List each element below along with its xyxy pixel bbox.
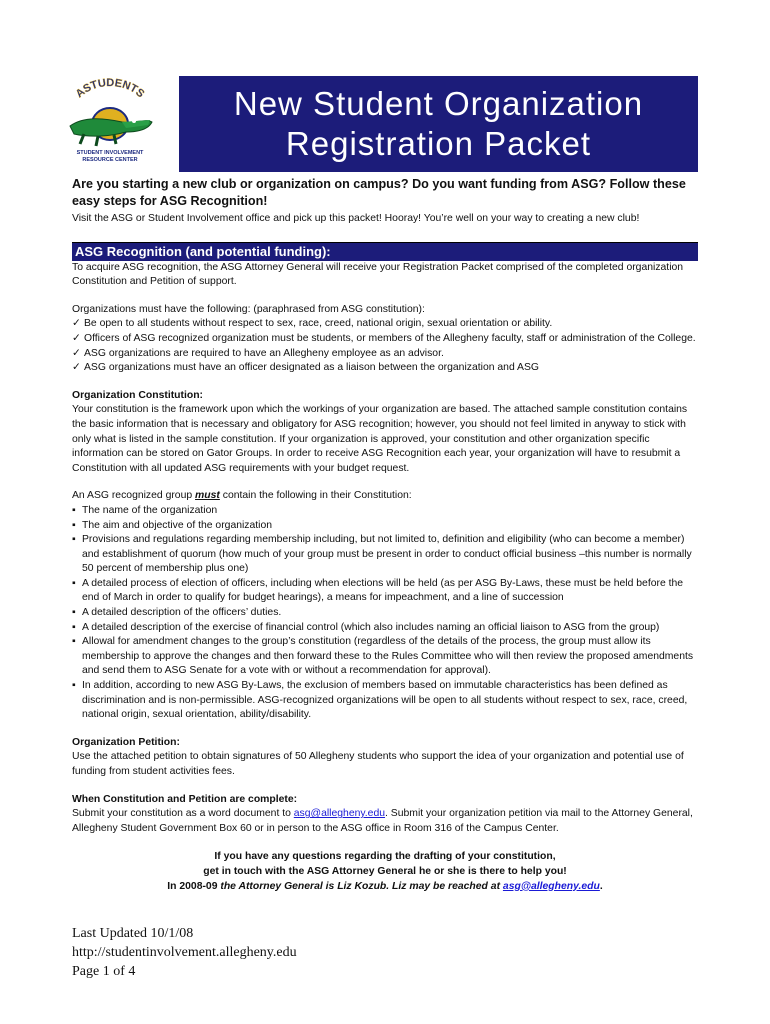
contact-line-1: If you have any questions regarding the drafting of your constitution, [214,851,556,863]
intro-visit-text: Visit the ASG or Student Involvement office and pick up this packet! Hooray! You’re well on your way to creating a new club! [72,213,640,224]
student-involvement-logo [64,78,156,166]
checklist-item: ✓ Be open to all students without respect to sex, race, creed, national origin, sexual orientation or ability. [72,317,698,332]
asg-email-link[interactable]: asg@allegheny.edu [293,808,386,820]
constitution-lead: An ASG recognized group must contain the following in their Constitution: [72,490,412,502]
list-item: ▪ Provisions and regulations regarding membership including, but not limited to, definition and eligibility (who can become a member) and establishment of quorum (how much of your group must be present in order to conduct official business –this number is normally 50 percent of membership plus one) [72,533,698,577]
intro-question: Are you starting a new club or organization on campus? Do you want funding from ASG? Follow these easy steps for ASG Recognition! [72,177,686,208]
complete-paragraph: Submit your constitution as a word document to asg@allegheny.edu. Submit your organization petition via mail to the Attorney General, Allegheny Student Government Box 60 or in person to the ASG office in Room 316 of the Campus Center. [72,808,693,834]
title-line-1: New Student Organization [233,85,644,122]
asg-recognition-heading: ASG Recognition (and potential funding): [72,242,698,261]
checklist-item: ✓ ASG organizations are required to have an Allegheny employee as an advisor. [72,347,698,362]
svg-text:RESOURCE CENTER: RESOURCE CENTER [82,157,138,163]
attorney-email-link[interactable]: asg@allegheny.edu [502,880,600,892]
title-banner [179,76,698,172]
contact-line-3: In 2008-09 the Attorney General is Liz Kozub. Liz may be reached at asg@allegheny.edu. [167,880,603,892]
checklist-item: ✓ Officers of ASG recognized organization must be students, or members of the Allegheny faculty, staff or administration of the College. [72,332,698,347]
list-item: ▪ The name of the organization [72,504,698,519]
list-item: ▪ A detailed description of the exercise of financial control (which also includes naming an official liaison to ASG from the group) [72,621,698,636]
recognition-paragraph: To acquire ASG recognition, the ASG Attorney General will receive your Registration Packet comprised of the completed organization Constitution and Petition of support. [72,261,684,288]
constitution-heading: Organization Constitution: [72,389,204,401]
page-footer [72,924,297,981]
petition-heading: Organization Petition: [72,736,180,748]
footer-url[interactable]: http://studentinvolvement.allegheny.edu [72,945,297,960]
list-item: ▪ In addition, according to new ASG By-Laws, the exclusion of members based on immutable characteristics has been defined as discrimination and is non-permissible. ASG-recognized organizations will be open to all students without respect to sex, race, creed, national origin, sexual orientation, ability/disability. [72,679,698,723]
requirements-checklist [72,317,698,375]
title-line-2: Registration Packet [285,125,592,162]
contact-block [72,850,698,894]
svg-text:ASTUDENTS: ASTUDENTS [73,78,147,101]
page-number: Page 1 of 4 [72,964,136,979]
list-item: ▪ The aim and objective of the organization [72,519,698,534]
checklist-item: ✓ ASG organizations must have an officer designated as a liaison between the organization and ASG [72,361,698,376]
requirements-intro: Organizations must have the following: (paraphrased from ASG constitution): [72,303,425,315]
complete-heading: When Constitution and Petition are complete: [72,793,298,805]
list-item: ▪ A detailed process of election of officers, including when elections will be held (as per ASG By-Laws, these must be held before the end of March in order to qualify for budget hearings), a means for impeachment, and a line of succession [72,577,698,606]
must-emphasis: must [195,490,220,502]
last-updated: Last Updated 10/1/08 [72,926,194,941]
contact-line-2: get in touch with the ASG Attorney General he or she is there to help you! [203,865,567,877]
document-body [72,176,698,894]
constitution-requirements-list [72,504,698,723]
constitution-paragraph: Your constitution is the framework upon which the workings of your organization are based. The attached sample constitution contains the basic information that is necessary and obligatory for ASG recognition; however, you should not feel limited in anyway to stick with only what is listed in the sample constitution. If your organization is approved, your constitution and other organization specific information can be stored on Gator Groups. In order to receive ASG Recognition each year, your organization will have to resubmit a Constitution with all updated ASG requirements with your budget request. [72,404,688,474]
svg-text:STUDENT INVOLVEMENT: STUDENT INVOLVEMENT [76,150,144,156]
petition-paragraph: Use the attached petition to obtain signatures of 50 Allegheny students who support the idea of your organization and potential use of funding from student activities fees. [72,751,684,777]
list-item: ▪ A detailed description of the officers’ duties. [72,606,698,621]
list-item: ▪ Allowal for amendment changes to the group’s constitution (regardless of the details of the process, the group must allow its membership to approve the changes and then forward these to the Rules Committee who will then review the proposed amendments and send them to ASG Senate for a vote with or without a recommendation for approval). [72,635,698,679]
